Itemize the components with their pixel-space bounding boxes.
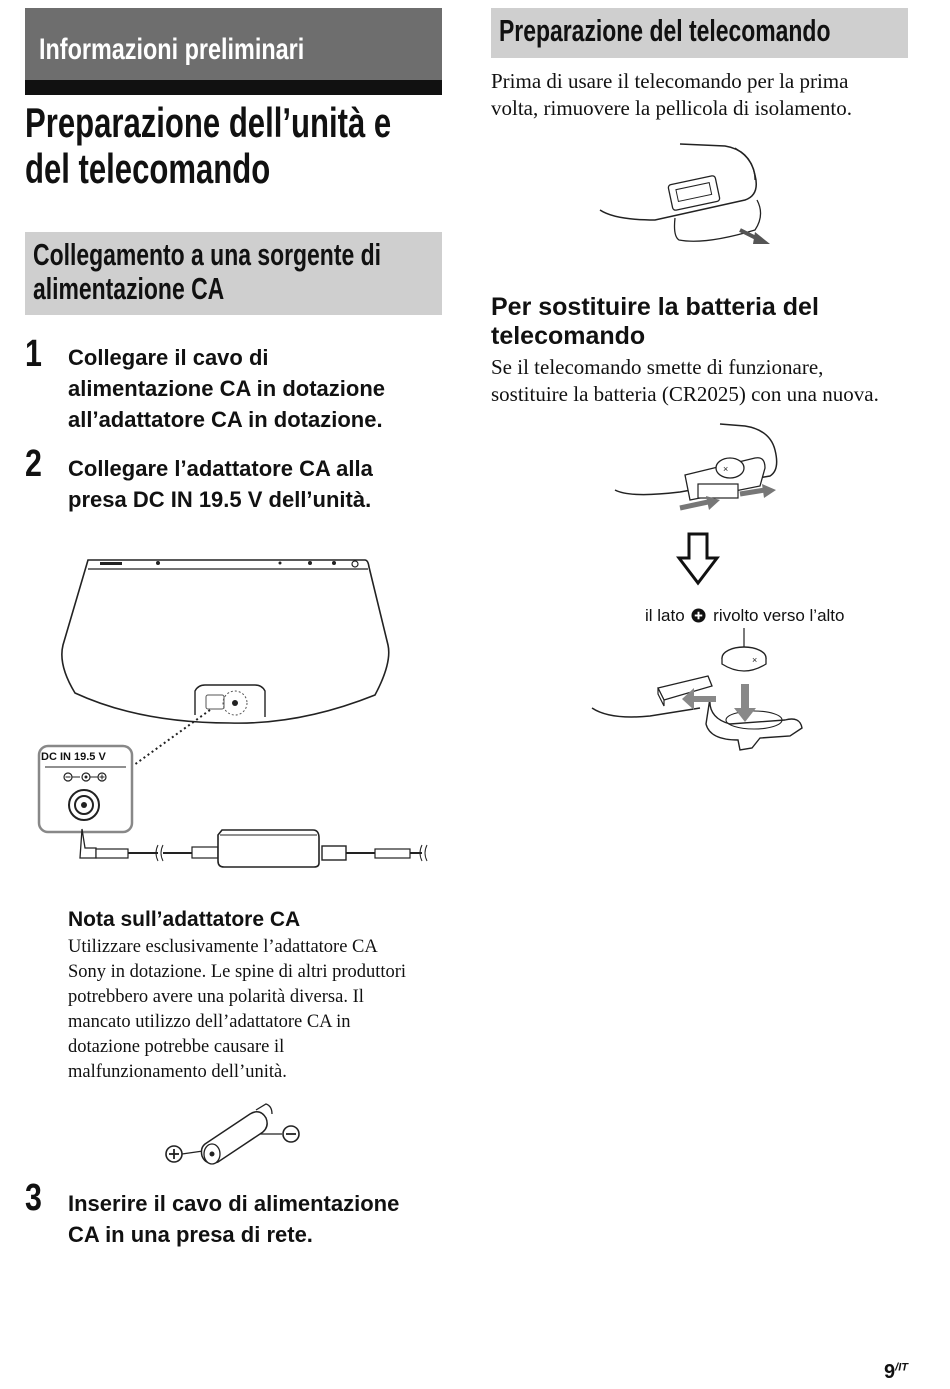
step-3-text xyxy=(68,1188,399,1250)
note-title: Nota sull’adattatore CA xyxy=(68,908,301,931)
ac-adapter-drawing xyxy=(80,829,427,867)
page-number: $9^{/IT}$ xyxy=(884,1361,908,1383)
step-1-line: Collegare il cavo di xyxy=(68,345,269,370)
svg-text:×: × xyxy=(723,464,729,474)
step-1-line: alimentazione CA in dotazione xyxy=(68,376,385,401)
dc-in-label: DC IN 19.5 V xyxy=(41,751,106,763)
battery-instruction-line: sostituire la batteria (CR2025) con una nuova. xyxy=(491,382,879,406)
step-3-line: Inserire il cavo di alimentazione xyxy=(68,1191,400,1216)
remote-intro xyxy=(491,68,852,122)
battery-side-label xyxy=(645,606,844,626)
battery-label-suffix: rivolto verso l’alto xyxy=(713,606,845,625)
battery-insert-illustration xyxy=(590,628,820,758)
speaker-unit-drawing xyxy=(62,560,389,723)
step-2-line: Collegare l’adattatore CA alla xyxy=(68,456,373,481)
battery-label-prefix: il lato xyxy=(645,606,685,625)
step-2-line: presa DC IN 19.5 V dell’unità. xyxy=(68,487,372,512)
step-3-number: 3 xyxy=(25,1177,42,1219)
step-2-number: 2 xyxy=(25,443,42,485)
note-line: potrebbero avere una polarità diversa. Il xyxy=(68,987,364,1007)
power-section-title-line1: Collegamento a una sorgente di xyxy=(33,237,381,272)
remote-intro-line: Prima di usare il telecomando per la prima xyxy=(491,69,849,93)
step-3-line: CA in una presa di rete. xyxy=(68,1222,313,1247)
note-line: dotazione potrebbe causare il xyxy=(68,1037,285,1057)
note-body xyxy=(68,935,406,1085)
section-header-bar xyxy=(25,80,442,95)
remote-intro-line: volta, rimuovere la pellicola di isolamento. xyxy=(491,96,852,120)
note-line: Sony in dotazione. Le spine di altri produttori xyxy=(68,962,407,982)
step-1-number: 1 xyxy=(25,333,42,375)
step-1-line: all’adattatore CA in dotazione. xyxy=(68,407,383,432)
battery-instructions xyxy=(491,354,879,408)
note-line: Utilizzare esclusivamente l’adattatore CA xyxy=(68,937,378,957)
page-title-line2: del telecomando xyxy=(25,145,271,192)
battery-tray-pull-illustration xyxy=(610,420,790,520)
page-title xyxy=(25,100,391,192)
remote-section-title: Preparazione del telecomando xyxy=(499,13,831,48)
remote-film-illustration xyxy=(595,140,785,255)
svg-text:×: × xyxy=(752,655,758,665)
page-title-line1: Preparazione dell’unità e xyxy=(25,99,392,146)
note-line: malfunzionamento dell’unità. xyxy=(68,1062,287,1082)
polarity-symbol xyxy=(160,1100,310,1170)
step-1-text xyxy=(68,342,385,435)
unit-adapter-illustration xyxy=(30,545,440,875)
power-section-title-line2: alimentazione CA xyxy=(33,271,225,306)
note-line: mancato utilizzo dell’adattatore CA in xyxy=(68,1012,351,1032)
step-2-text xyxy=(68,453,373,515)
section-header-title: Informazioni preliminari xyxy=(39,33,305,66)
battery-title-line: telecomando xyxy=(491,322,646,350)
plus-circle-icon xyxy=(691,608,706,623)
battery-instruction-line: Se il telecomando smette di funzionare, xyxy=(491,355,824,379)
power-section-title xyxy=(33,238,381,306)
down-arrow-icon xyxy=(676,532,720,586)
page-number-value: 9 xyxy=(884,1361,896,1383)
battery-title-line: Per sostituire la batteria del xyxy=(491,293,819,321)
page-language: IT xyxy=(898,1361,908,1374)
battery-section-title xyxy=(491,293,819,351)
